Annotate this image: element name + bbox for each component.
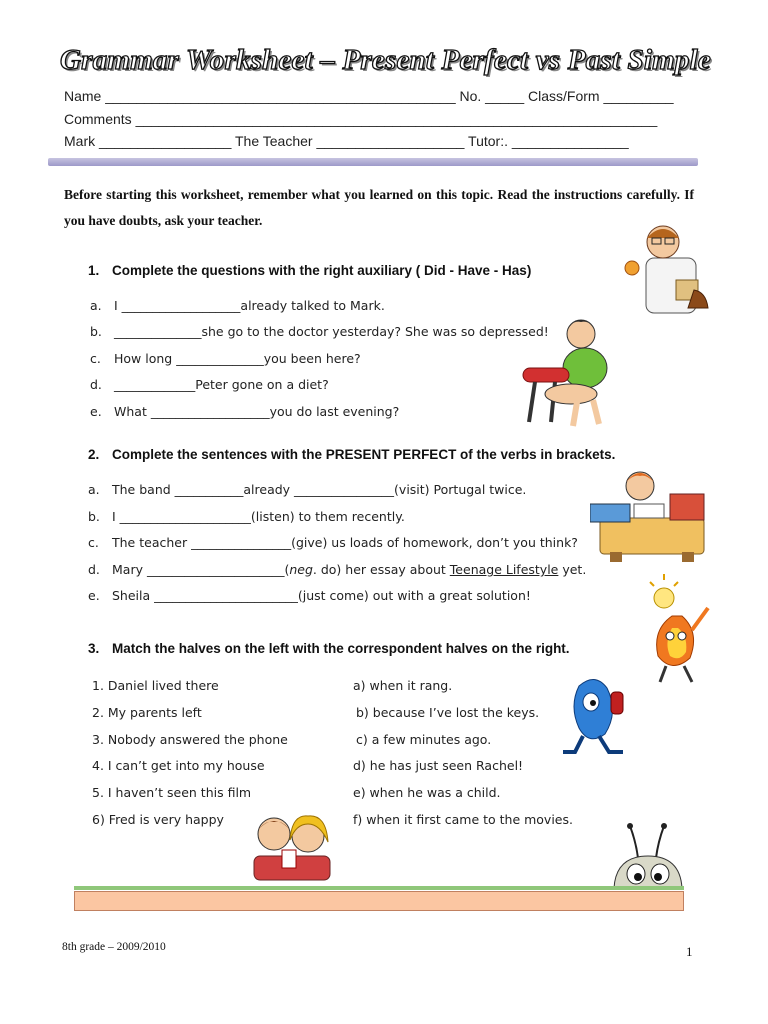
match-left-item: 5. I haven’t seen this film: [92, 785, 252, 800]
list-item: c. The teacher ________________(give) us loads of homework, don’t you think?: [88, 535, 578, 550]
list-item: a. The band ___________already ________________(visit) Portugal twice.: [88, 482, 527, 497]
student-with-books-clipart: [590, 464, 714, 564]
footer-grade-year: 8th grade – 2009/2010: [62, 941, 166, 953]
section-3-heading: [88, 641, 570, 656]
list-item: b. ______________she go to the doctor yesterday? She was so depressed!: [90, 324, 549, 339]
match-right-item: a) when it rang.: [353, 678, 453, 693]
bug-peeking-clipart: [608, 822, 688, 888]
list-item: d. Mary ______________________(neg. do) her essay about Teenage Lifestyle yet.: [88, 562, 587, 577]
name-field-row: Name _____________________________________________ No. _____ Class/Form _________: [64, 88, 674, 104]
page-number: 1: [686, 944, 693, 959]
match-left-item: 2. My parents left: [92, 705, 202, 720]
section-2-number: 2.: [88, 447, 100, 462]
bottom-green-stripe: [74, 886, 684, 890]
match-left-item: 1. Daniel lived there: [92, 678, 219, 693]
match-right-item: d) he has just seen Rachel!: [353, 758, 524, 773]
list-item: a. I ___________________already talked to Mark.: [90, 298, 385, 313]
match-left-item: 6) Fred is very happy: [92, 812, 224, 827]
mark-teacher-tutor-row: Mark _________________ The Teacher ___________________ Tutor:. _______________: [64, 133, 629, 149]
list-item: b. I _____________________(listen) to them recently.: [88, 509, 405, 524]
match-right-item: f) when it first came to the movies.: [353, 812, 573, 827]
section-3-title: Match the halves on the left with the correspondent halves on the right.: [112, 641, 570, 656]
blue-phone-mascot-clipart: [555, 672, 637, 760]
bottom-orange-band: [74, 891, 684, 911]
match-left-item: 4. I can’t get into my house: [92, 758, 265, 773]
match-right-item: b) because I’ve lost the keys.: [356, 705, 540, 720]
couple-at-movies-clipart: [244, 810, 340, 882]
underlined-title: Teenage Lifestyle: [449, 562, 559, 577]
doctor-clipart: [618, 218, 718, 322]
section-1-title: Complete the questions with the right auxiliary ( Did - Have - Has): [112, 263, 532, 278]
section-2-title: Complete the sentences with the PRESENT PERFECT of the verbs in brackets.: [112, 447, 616, 462]
section-1-heading: [88, 263, 531, 278]
section-2-heading: [88, 447, 615, 462]
header-divider: [48, 158, 698, 166]
section-3-number: 3.: [88, 641, 100, 656]
page-title: Grammar Worksheet – Present Perfect vs Past Simple: [60, 44, 711, 76]
intro-paragraph: Before starting this worksheet, remember what you learned on this topic. Read the instructions carefully. If you have doubts, ask your teacher.: [64, 187, 694, 228]
list-item: e. Sheila _______________________(just come) out with a great solution!: [88, 588, 531, 603]
woman-exercising-clipart: [515, 312, 625, 430]
list-item: e. What ___________________you do last evening?: [90, 404, 400, 419]
match-right-item: e) when he was a child.: [353, 785, 501, 800]
match-left-item: 3. Nobody answered the phone: [92, 732, 288, 747]
comments-field-row: Comments ___________________________________________________________________: [64, 111, 658, 127]
lightbulb-mascot-clipart: [632, 570, 720, 688]
list-item: c. How long ______________you been here?: [90, 351, 361, 366]
list-item: d. _____________Peter gone on a diet?: [90, 377, 329, 392]
match-right-item: c) a few minutes ago.: [356, 732, 492, 747]
section-1-number: 1.: [88, 263, 100, 278]
